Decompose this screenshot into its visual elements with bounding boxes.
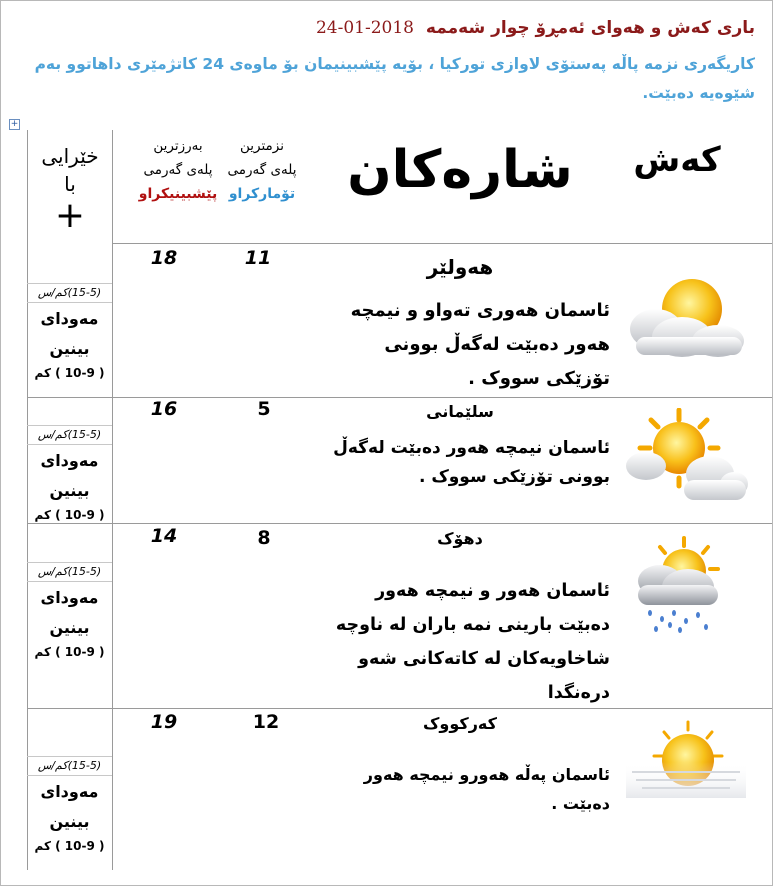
title-text: باری کەش و هەوای ئەمڕۆ چوار شەممە <box>425 18 755 38</box>
visibility <box>27 304 112 382</box>
header-max-line1: بەرزترین <box>153 138 203 154</box>
city-name: هەولێر <box>426 255 494 279</box>
header-min-tag: تۆمارکراو <box>228 186 296 202</box>
city-name: سلێمانی <box>426 402 494 421</box>
visibility-label: مەودای <box>40 588 99 607</box>
title-date: 2018-01-24 <box>315 18 414 38</box>
grid-line <box>27 425 112 426</box>
cloudy-sun-icon <box>622 275 748 365</box>
visibility-label: مەودای <box>40 451 99 470</box>
visibility-label: بینین <box>49 618 90 637</box>
max-temp: 18 <box>150 247 178 269</box>
visibility-range: ( 10-9 ) کم <box>34 839 105 853</box>
grid-line <box>112 243 772 244</box>
header-wind <box>28 142 112 234</box>
grid-line <box>112 523 772 524</box>
visibility-label: بینین <box>49 812 90 831</box>
min-temp: 5 <box>257 398 271 420</box>
weather-description: ئاسمان هەوری تەواو و نیمچە هەور دەبێت لەگەڵ بوونی تۆزێکی سووک . <box>315 290 618 396</box>
add-icon[interactable]: + <box>54 195 86 236</box>
weather-description: ئاسمان هەور و نیمچە هەور دەبێت بارینی نمە باران لە ناوچە شاخاویەکان لە کاتەکانی شەو درەنگدا <box>315 570 618 707</box>
min-temp: 8 <box>257 527 271 549</box>
visibility <box>27 583 112 661</box>
min-temp: 12 <box>252 711 280 733</box>
rain-cloud-icon <box>626 535 726 635</box>
page-title <box>316 18 755 38</box>
grid-line <box>27 302 112 303</box>
visibility-range: ( 10-9 ) کم <box>34 366 105 380</box>
max-temp: 16 <box>150 398 178 420</box>
grid-line <box>27 397 112 398</box>
table-expand-icon[interactable]: + <box>10 119 19 129</box>
grid-line <box>112 130 113 870</box>
min-temp: 11 <box>244 247 272 269</box>
visibility <box>27 777 112 855</box>
visibility-label: مەودای <box>40 309 99 328</box>
grid-line <box>27 562 112 563</box>
header-min-line2: پلەی گەرمی <box>227 162 297 178</box>
partly-cloudy-icon <box>624 408 749 503</box>
visibility-range: ( 10-9 ) کم <box>34 508 105 522</box>
grid-line <box>27 581 112 582</box>
header-max-tag: پێشبینیکراو <box>138 186 218 202</box>
hazy-sun-icon <box>626 720 746 800</box>
visibility-label: مەودای <box>40 782 99 801</box>
header-max-temp <box>128 134 228 206</box>
visibility-range: ( 10-9 ) کم <box>34 645 105 659</box>
header-cities: شارەکان <box>347 140 573 200</box>
grid-line <box>112 708 772 709</box>
max-temp: 14 <box>150 525 178 547</box>
city-name: دهۆک <box>437 529 483 548</box>
visibility-label: بینین <box>49 339 90 358</box>
header-min-line1: نزمترین <box>240 138 284 154</box>
grid-line <box>27 756 112 757</box>
grid-line <box>112 397 772 398</box>
wind-speed: (15-5)کم/س <box>37 286 102 299</box>
weather-description: ئاسمان نیمچە هەور دەبێت لەگەڵ بوونی تۆزێکی سووک . <box>315 430 618 505</box>
wind-speed: (15-5)کم/س <box>37 565 102 578</box>
max-temp: 19 <box>150 711 178 733</box>
weather-description: ئاسمان پەڵە هەورو نیمچە هەور دەبێت . <box>315 756 618 826</box>
grid-line <box>27 444 112 445</box>
wind-speed: (15-5)کم/س <box>37 759 102 772</box>
visibility <box>27 446 112 524</box>
wind-speed: (15-5)کم/س <box>37 428 102 441</box>
header-wind-line2: با <box>64 172 76 196</box>
grid-line <box>27 708 112 709</box>
city-name: کەرکووک <box>423 714 497 733</box>
grid-line <box>27 283 112 284</box>
header-weather: کەش <box>633 140 721 180</box>
header-wind-line1: خێرایی <box>41 144 99 168</box>
header-max-line2: پلەی گەرمی <box>143 162 213 178</box>
grid-line <box>27 775 112 776</box>
page-subtitle: کاریگەری نزمە پاڵە پەستۆی لاوازی تورکیا ، بۆیە پێشبینیمان بۆ ماوەی 24 کاتژمێری داهاتوو بەم شێوەیە دەبێت. <box>34 55 755 102</box>
visibility-label: بینین <box>49 481 90 500</box>
